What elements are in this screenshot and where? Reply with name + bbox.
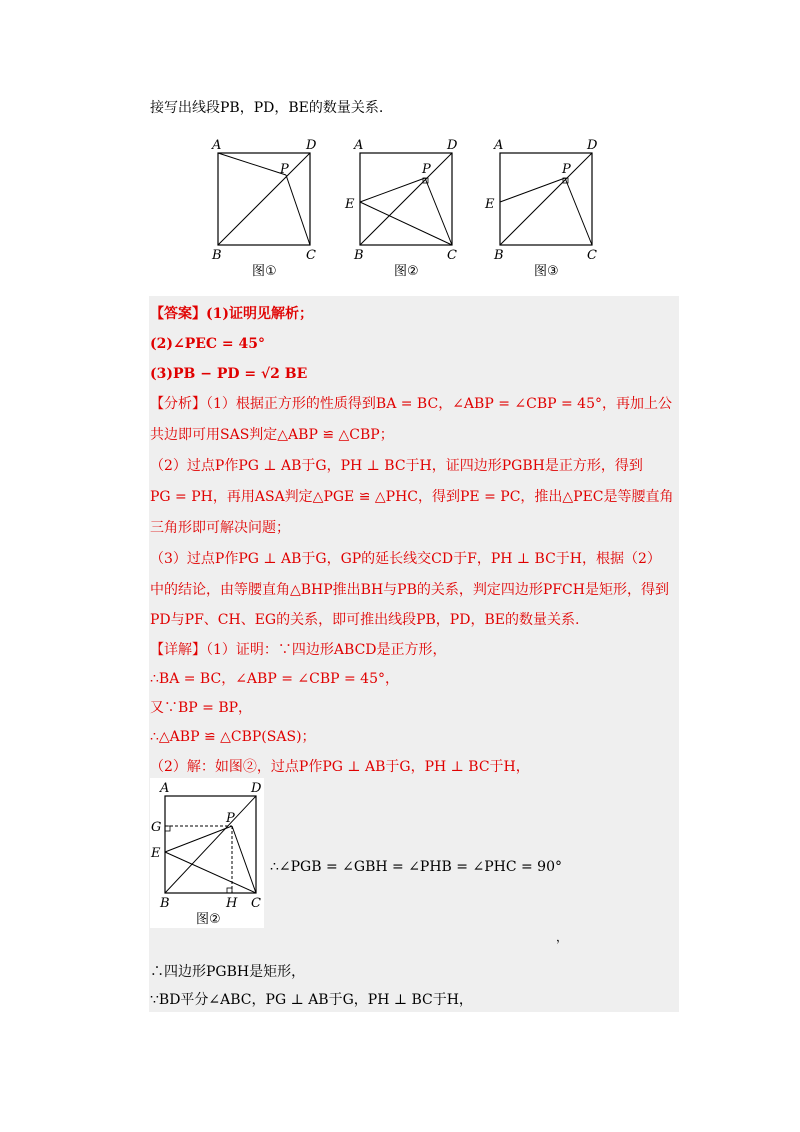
label-D: D [251,781,262,796]
label-B: B [212,248,222,263]
figure-1-diagram [210,135,325,280]
label-P: P [422,162,431,177]
label-D: D [306,138,317,153]
analysis-line-7: 中的结论，由等腰直角△BHP推出BH与PB的关系，判定四边形PFCH是矩形，得到 [150,582,669,598]
label-E: E [485,197,495,212]
tail-line-2: ∵BD平分∠ABC，PG ⊥ AB于G，PH ⊥ BC于H， [150,992,473,1008]
answer-line-1: 【答案】(1)证明见解析； [150,306,313,322]
intro-text: 接写出线段PB，PD，BE的数量关系. [150,100,384,116]
label-P: P [280,162,289,177]
label-D: D [587,138,598,153]
figure-2 [343,135,463,280]
analysis-line-4: PG = PH，再用ASA判定△PGE ≌ △PHC，得到PE = PC，推出△PEC是等腰直角 [150,489,674,505]
label-C: C [587,248,597,263]
figure-1-caption: 图① [252,264,277,279]
figure-2-diagram [343,135,463,280]
label-C: C [251,896,261,911]
analysis-line-8: PD与PF、CH、EG的关系，即可推出线段PB，PD，BE的数量关系. [150,612,580,628]
detail-line-3: 又∵BP = BP， [150,700,253,716]
label-A: A [494,138,504,153]
label-D: D [447,138,458,153]
label-H: H [226,896,238,911]
label-A: A [212,138,222,153]
analysis-line-5: 三角形即可解决问题； [150,520,290,536]
inline-figure [150,778,264,928]
equation-line: ∴∠PGB = ∠GBH = ∠PHB = ∠PHC = 90° [270,859,562,875]
label-B: B [354,248,364,263]
figure-2-caption: 图② [394,264,419,279]
detail-line-2: ∴BA = BC，∠ABP = ∠CBP = 45°， [150,671,399,687]
figure-1 [210,135,325,280]
label-A: A [160,781,170,796]
stray-comma: ， [556,930,569,944]
analysis-line-1: 【分析】（1）根据正方形的性质得到BA = BC，∠ABP = ∠CBP = 45°，再加上公 [150,396,672,412]
figure-3-diagram [483,135,603,280]
detail-line-5: （2）解：如图②，过点P作PG ⊥ AB于G，PH ⊥ BC于H， [150,759,530,775]
analysis-line-3: （2）过点P作PG ⊥ AB于G，PH ⊥ BC于H，证四边形PGBH是正方形，得到 [150,458,643,474]
label-E: E [345,197,355,212]
label-P: P [562,162,571,177]
inline-figure-caption: 图② [196,912,221,927]
analysis-line-6: （3）过点P作PG ⊥ AB于G，GP的延长线交CD于F，PH ⊥ BC于H，根据（2） [150,551,661,567]
label-E: E [151,846,161,861]
detail-line-1: 【详解】（1）证明：∵四边形ABCD是正方形， [150,642,447,658]
label-P: P [226,811,235,826]
tail-line-1: ∴四边形PGBH是矩形， [150,964,306,980]
figure-3-caption: 图③ [534,264,559,279]
figure-3 [483,135,603,280]
label-B: B [160,896,170,911]
answer-line-2: (2)∠PEC = 45° [150,336,266,352]
inline-figure-diagram [150,778,264,928]
label-C: C [306,248,316,263]
label-A: A [354,138,364,153]
answer-line-3: (3)PB − PD = √2 BE [150,366,308,382]
label-C: C [447,248,457,263]
analysis-line-2: 共边即可用SAS判定△ABP ≌ △CBP； [150,427,394,443]
label-G: G [151,820,162,835]
label-B: B [494,248,504,263]
detail-line-4: ∴△ABP ≌ △CBP(SAS)； [150,729,316,745]
